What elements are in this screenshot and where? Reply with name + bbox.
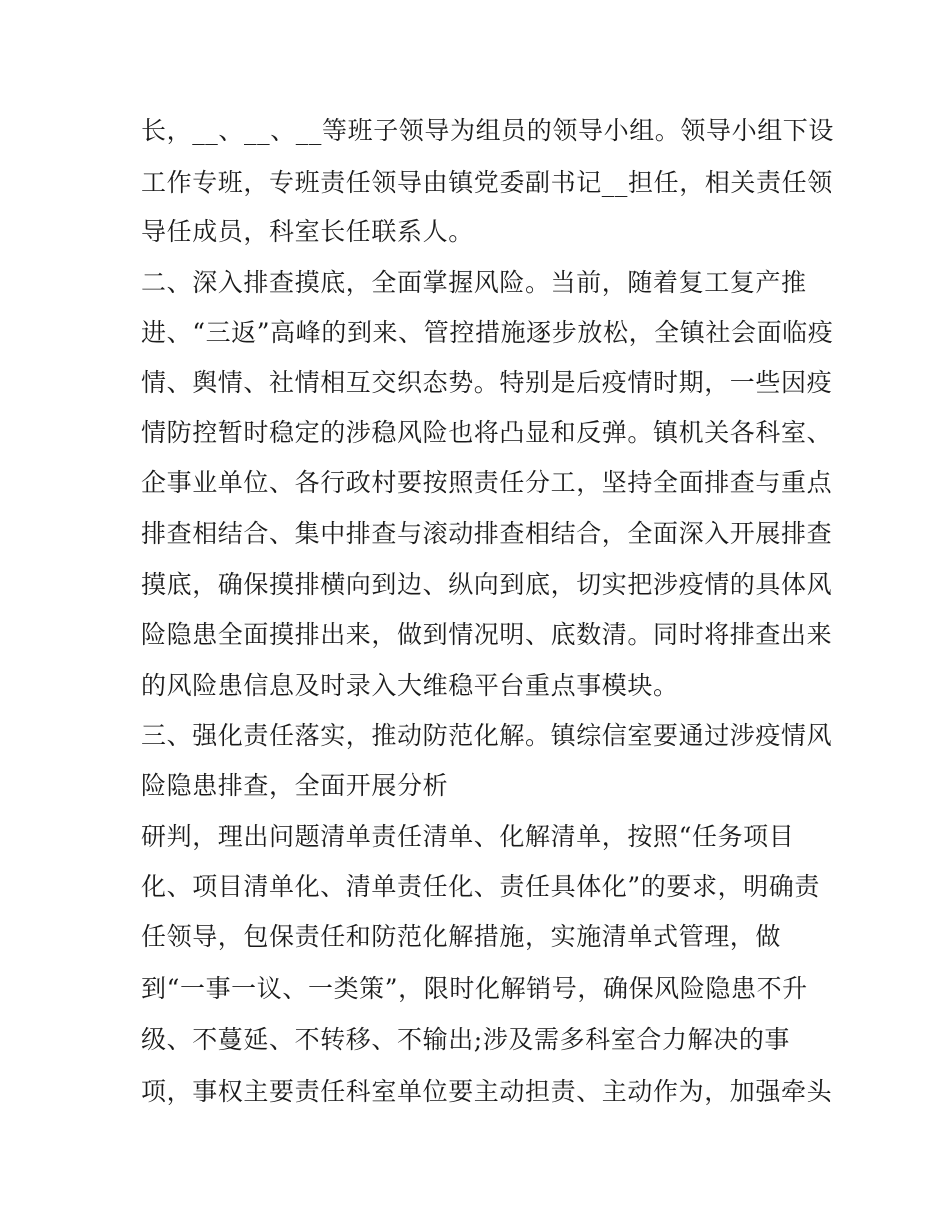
text-line: 企事业单位、各行政村要按照责任分工，坚持全面排查与重点 <box>141 468 833 497</box>
text-line: 二、深入排查摸底，全面掌握风险。当前，随着复工复产推 <box>141 268 807 297</box>
text-line: 导任成员，科室长任联系人。 <box>141 217 474 246</box>
text-line: 到“一事一议、一类策”，限时化解销号，确保风险隐患不升 <box>141 974 808 1003</box>
text-line: 进、“三返”高峰的到来、管控措施逐步放松，全镇社会面临疫 <box>141 318 834 347</box>
text-line: 长，__、__、__等班子领导为组员的领导小组。领导小组下设 <box>141 116 835 145</box>
text-line: 任领导，包保责任和防范化解措施，实施清单式管理，做 <box>141 922 782 951</box>
text-line: 工作专班，专班责任领导由镇党委副书记__担任，相关责任领 <box>141 168 833 197</box>
text-line: 研判，理出问题清单责任清单、化解清单，按照“任务项目 <box>141 822 795 851</box>
text-line: 三、强化责任落实，推动防范化解。镇综信室要通过涉疫情风 <box>141 721 833 750</box>
text-line: 险隐患排查，全面开展分析 <box>141 771 449 800</box>
text-line: 级、不蔓延、不转移、不输出;涉及需多科室合力解决的事 <box>141 1025 791 1054</box>
text-line: 排查相结合、集中排查与滚动排查相结合，全面深入开展排查 <box>141 519 833 548</box>
text-line: 化、项目清单化、清单责任化、责任具体化”的要求，明确责 <box>141 872 820 901</box>
text-line: 摸底，确保摸排横向到边、纵向到底，切实把涉疫情的具体风 <box>141 570 833 599</box>
text-line: 项，事权主要责任科室单位要主动担责、主动作为，加强牵头 <box>141 1077 833 1106</box>
text-line: 的风险患信息及时录入大维稳平台重点事模块。 <box>141 671 679 700</box>
text-line: 险隐患全面摸排出来，做到情况明、底数清。同时将排查出来 <box>141 620 833 649</box>
text-line: 情、舆情、社情相互交织态势。特别是后疫情时期，一些因疫 <box>141 368 833 397</box>
text-line: 情防控暂时稳定的涉稳风险也将凸显和反弹。镇机关各科室、 <box>141 418 833 447</box>
